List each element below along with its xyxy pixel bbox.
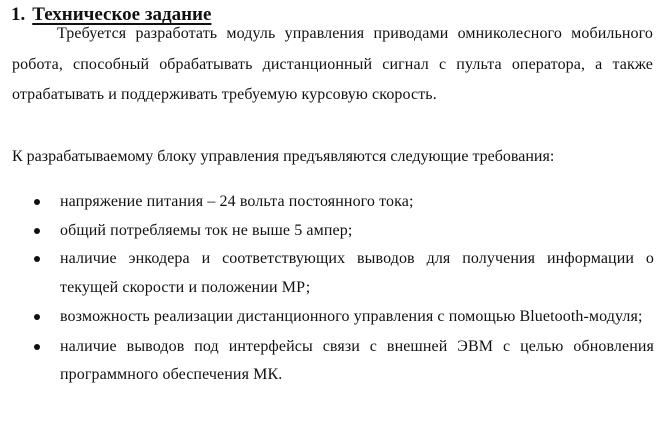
- bullet-icon: [34, 344, 40, 350]
- bullet-icon: [34, 228, 40, 234]
- requirement-text: возможность реализации дистанционного управления с помощью Bluetooth-модуля;: [60, 308, 643, 325]
- list-item: [0, 217, 654, 246]
- bullet-icon: [34, 256, 40, 262]
- list-item: [0, 303, 654, 332]
- intro-paragraph: Требуется разработать модуль управления приводами омниколесного мобильного робота, способный обрабатывать дистанционный сигнал с пульта оператора, а также отрабатывать и поддерживать требуемую курсовую скорость.: [12, 25, 653, 103]
- bullet-icon: [34, 314, 40, 320]
- requirements-lead: К разрабатываемому блоку управления предъявляются следующие требования:: [12, 148, 555, 165]
- requirement-text: общий потребляемы ток не выше 5 ампер;: [60, 221, 353, 239]
- list-item: [0, 245, 654, 302]
- requirement-text: наличие выводов под интерфейсы связи с внешней ЭВМ с целью обновления программного обеспечения МК.: [60, 337, 654, 383]
- requirement-text: напряжение питания – 24 вольта постоянного тока;: [60, 193, 414, 210]
- requirements-list: [0, 188, 666, 391]
- bullet-icon: [34, 199, 40, 205]
- section-number: 1.: [11, 4, 26, 25]
- list-item: [0, 188, 654, 217]
- list-item: [0, 333, 654, 390]
- section-title: Техническое задание: [32, 4, 212, 25]
- requirement-text: наличие энкодера и соответствующих выводов для получения информации о текущей скорости и положении МР;: [60, 250, 654, 296]
